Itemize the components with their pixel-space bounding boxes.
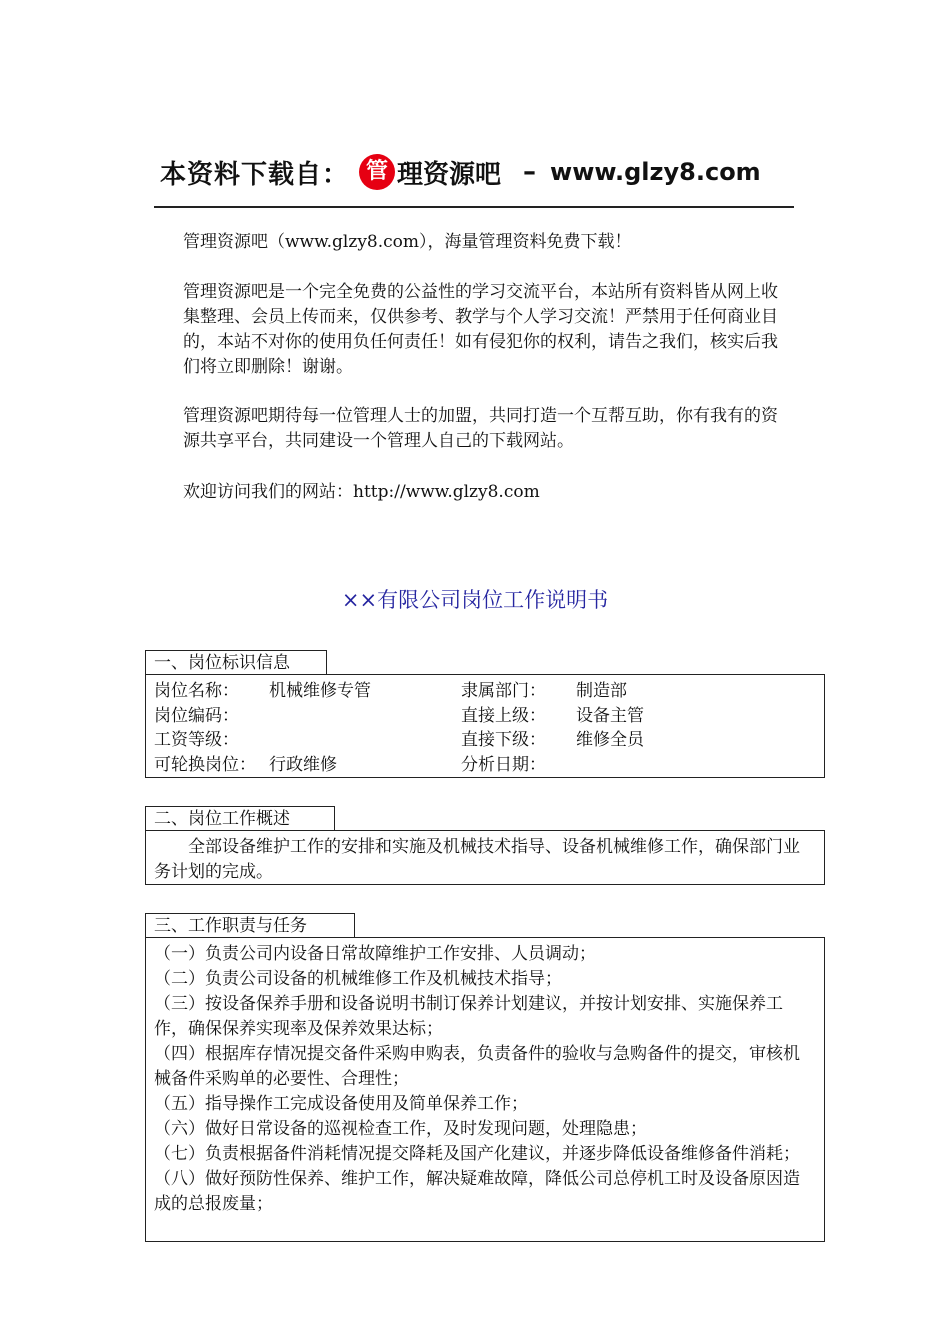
site-name: 理资源吧: [397, 159, 502, 190]
info-value: 行政维修: [269, 754, 337, 775]
banner-dash: –: [523, 157, 537, 187]
info-value: [269, 704, 461, 729]
download-from-text: 本资料下载自：: [160, 159, 350, 190]
info-value: 机械维修专管: [269, 681, 371, 701]
site-url[interactable]: www.glzy8.com: [550, 158, 761, 186]
duty-item: （六）做好日常设备的巡视检查工作，及时发现问题，处理隐患；: [154, 1119, 647, 1139]
section-2-label: 二、岗位工作概述: [145, 806, 335, 830]
info-label: 可轮换岗位：: [154, 754, 256, 775]
section-3-label: 三、工作职责与任务: [145, 913, 355, 937]
section-1-label: 一、岗位标识信息: [145, 650, 327, 674]
info-value: 维修全员: [576, 730, 644, 750]
info-value: [576, 753, 726, 778]
info-label: 工资等级：: [154, 730, 239, 750]
info-label: 直接下级：: [461, 730, 546, 750]
info-value: 设备主管: [576, 705, 644, 726]
intro-paragraph-3: 管理资源吧期待每一位管理人士的加盟，共同打造一个互帮互助，你有我有的资源共享平台，共同建设一个管理人自己的下载网站。: [183, 406, 778, 451]
download-banner: [160, 150, 761, 194]
info-label: 岗位编码：: [154, 705, 239, 726]
duty-item: （八）做好预防性保养、维护工作，解决疑难故障，降低公司总停机工时及设备原因造成的总报废量；: [154, 1169, 800, 1214]
info-value: [269, 728, 461, 753]
info-label: 岗位名称：: [154, 681, 239, 701]
info-row: [154, 704, 816, 729]
duty-item: （一）负责公司内设备日常故障维护工作安排、人员调动；: [154, 944, 596, 964]
document-title: ××有限公司岗位工作说明书: [341, 588, 609, 612]
duty-item: （五）指导操作工完成设备使用及简单保养工作；: [154, 1094, 528, 1114]
info-value: 制造部: [576, 681, 627, 701]
duty-item: （三）按设备保养手册和设备说明书制订保养计划建议，并按计划安排、实施保养工作，确保保养实现率及保养效果达标；: [154, 994, 783, 1039]
info-label: 隶属部门：: [461, 681, 546, 701]
duties-box: [145, 937, 825, 1242]
position-info-table: [145, 674, 825, 778]
info-label: 直接上级：: [461, 705, 546, 726]
info-row: [154, 753, 816, 778]
info-row: [154, 679, 816, 704]
site-logo-icon: 管: [359, 154, 395, 190]
intro-paragraph-2: 管理资源吧是一个完全免费的公益性的学习交流平台，本站所有资料皆从网上收集整理、会员上传而来，仅供参考、教学与个人学习交流！严禁用于任何商业目的，本站不对你的使用负任何责任！如有侵犯你的权利，请告之我们，核实后我们将立即删除！谢谢。: [183, 282, 778, 377]
duty-item: （四）根据库存情况提交备件采购申购表，负责备件的验收与急购备件的提交，审核机械备件采购单的必要性、合理性；: [154, 1044, 800, 1089]
info-row: [154, 728, 816, 753]
duty-item: （七）负责根据备件消耗情况提交降耗及国产化建议，并逐步降低设备维修备件消耗；: [154, 1144, 800, 1164]
job-overview-box: 全部设备维护工作的安排和实施及机械技术指导、设备机械维修工作，确保部门业务计划的完成。: [145, 830, 825, 885]
intro-paragraph-4: 欢迎访问我们的网站：http://www.glzy8.com: [183, 482, 540, 502]
duty-item: （二）负责公司设备的机械维修工作及机械技术指导；: [154, 969, 562, 989]
intro-paragraph-1: 管理资源吧（www.glzy8.com），海量管理资料免费下载！: [183, 232, 632, 252]
banner-divider: [154, 206, 794, 208]
info-label: 分析日期：: [461, 754, 546, 775]
